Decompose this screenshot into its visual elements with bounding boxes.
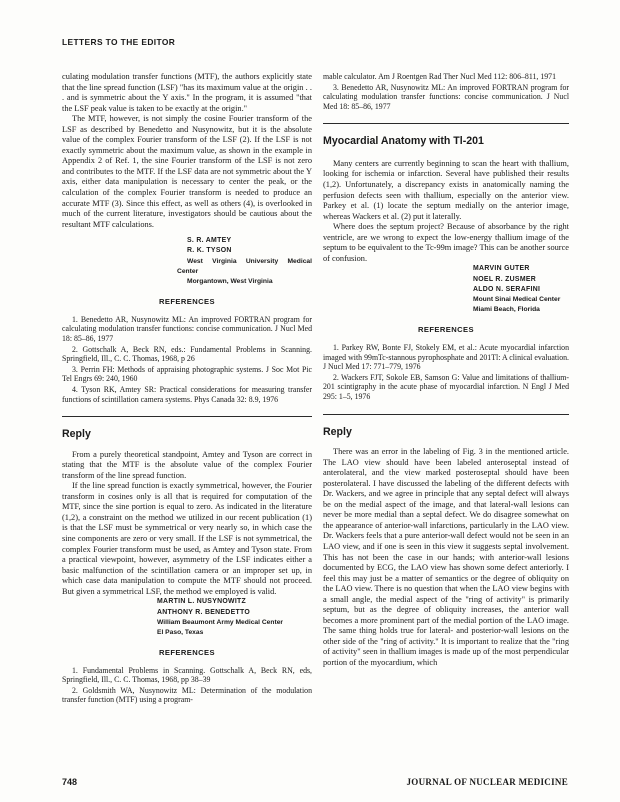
section-heading: Myocardial Anatomy with Tl-201: [323, 135, 484, 148]
section-rule: [323, 414, 569, 415]
reference-item: 1. Parkey RW, Bonte FJ, Stokely EM, et al.: Acute myocardial infarction imaged with 99mTc-stannous pyrophosphate and 201Tl: A clinical evaluation. J Nucl Med 17: 771–779, 1976: [323, 342, 569, 372]
letter-paragraph: Many centers are currently beginning to scan the heart with thallium, looking for ischemia or infarction. Several have published their results (1,2). Unfortunately, a discrepancy exists in anatomically naming the perfusion defects seen with thallium, especially on the anterior view. Parkey et al. (1) locate the septum medially on the anterior image, whereas Wackers et al. (2) put it laterally.: [323, 158, 569, 221]
reference-item: mable calculator. Am J Roentgen Rad Ther Nucl Med 112: 806–811, 1971: [323, 72, 557, 81]
author-name: R. K. TYSON: [187, 247, 232, 255]
reference-item: 1. Benedetto AR, Nusynowitz ML: An improved FORTRAN program for calculating modulation transfer functions: concise communication. J Nucl Med 18: 85–86, 1977: [62, 314, 312, 343]
section-rule: [62, 416, 312, 417]
letter-paragraph: The MTF, however, is not simply the cosine Fourier transform of the LSF as described by Benedetto and Nusynowitz, but it is the absolute value of the complex Fourier transform of the LSF (2). If the LSF is not exactly symmetric about the maximum value, as shown in the example in Appendix 2 of Ref. 1, the sine Fourier transform of the LSF is not zero and contributes to the MTF. If the LSF data are not symmetric about the Y axis, either data manipulation is necessary to center the peak, or the calculation of the complex Fourier transform is needed to produce an accurate MTF (3). Since this effect, as well as others (4), is overlooked in much of the current literature, investigators should be cautious about the resultant MTF calculations.: [62, 114, 312, 229]
author-location: Miami Beach, Florida: [473, 306, 540, 314]
reference-item: 3. Perrin FH: Methods of appraising photographic systems. J Soc Mot Pic Tel Engrs 69: 240, 1960: [62, 364, 312, 384]
reply-heading: Reply: [62, 428, 91, 441]
author-location: El Paso, Texas: [157, 628, 204, 636]
author-affiliation: West Virginia University Medical Center: [177, 257, 312, 275]
author-affiliation: William Beaumont Army Medical Center: [157, 618, 284, 626]
references-heading: REFERENCES: [418, 325, 474, 335]
right-column: [323, 72, 569, 669]
reference-list: [62, 666, 312, 705]
page-number: 748: [62, 777, 78, 787]
author-name: ANTHONY R. BENEDETTO: [157, 608, 251, 616]
author-name: S. R. AMTEY: [187, 237, 232, 245]
author-name: MARVIN GUTER: [473, 265, 530, 273]
reference-list-continued: [323, 72, 569, 111]
reply-heading: Reply: [323, 425, 352, 438]
author-affiliation: Mount Sinai Medical Center: [473, 296, 561, 303]
left-column: [62, 72, 312, 706]
letter-paragraph: Where does the septum project? Because of absorbance by the right ventricle, are we wrong to expect the low-energy thallium image of the septum to be equivalent to the Tc-99m image? This can be another source of confusion.: [323, 222, 569, 263]
reference-item: 2. Gottschalk A, Beck RN, eds.: Fundamental Problems in Scanning. Springfield, Ill., C. C. Thomas, 1968, p 26: [62, 344, 312, 364]
reference-list: [62, 315, 312, 404]
reply-paragraph: From a purely theoretical standpoint, Amtey and Tyson are correct in stating that the MTF is the absolute value of the complex Fourier transform of the line spread function.: [62, 449, 312, 480]
reference-item: 3. Benedetto AR, Nusynowitz ML: An improved FORTRAN program for calculating modulation transfer functions: concise communication. J Nucl Med 18: 85–86, 1977: [323, 82, 569, 111]
reference-item: 2. Wackers FJT, Sokole EB, Samson G: Value and limitations of thallium-201 scintigraphy in the acute phase of myocardial infarction. N Engl J Med 295: 1–5, 1976: [323, 372, 569, 401]
reply-paragraph: If the line spread function is exactly symmetrical, however, the Fourier transform in cosines only is all that is required for computation of the MTF, since the sine portion is equal to zero. As indicated in the literature (1,2), a constraint on the method we utilized in our recent publication (1) is that the LSF must be symmetrical or very nearly so, in which case the sine components are zero or very small. If the LSF is not symmetrical, the complex Fourier transform must be used, as Amtey and Tyson state. From a practical viewpoint, however, asymmetry of the LSF indicates either a basic malfunction of the scintillation camera or an improper set up, in which case data manipulation to compute the MTF should not proceed. But given a symmetrical LSF, the method we employed is valid.: [62, 481, 312, 596]
reply-paragraph: There was an error in the labeling of Fig. 3 in the mentioned article. The LAO view should have been labeled anteroseptal instead of anterolateral, and the view marked posteroseptal should have been posterolateral. I have discussed the labeling of the different defects with Dr. Wackers, and we agree in principle that any septal defect will always be on the medial aspect of the image, and that lateral-wall lesions can never be more medial than a septal defect. We do disagree somewhat on the appearance of anterior-wall infarctions, particularly in the LAO view. Dr. Wackers feels that a pure anterior-wall defect would not be seen in an LAO view, and if one is seen in this view it suggests septal involvement. This has not been the case in our hands; with anterior-wall lesions documented by ECG, the LAO view has shown some defect anteriorly. I feel this may just be a matter of semantics or the degree of obliquity on the LAO view. There is no question that when the LAO view begins with a small angle, the medial aspect of the "ring of activity" is primarily septum, but as the degree of obliquity increases, the anterior wall becomes a more prominent part of the medial portion of the LAO image. The same thing holds true for lateral- and posterior-wall lesions on the other side of the "ring of activity." It is important to realize that the "ring of activity" seen in thallium images is made up of the most perpendicular portion of the myocardium, which: [323, 447, 569, 667]
section-rule: [323, 123, 569, 124]
reference-item: 4. Tyson RK, Amtey SR: Practical considerations for measuring transfer functions of scintillation camera systems. Phys Canada 32: 8.9, 1976: [62, 384, 312, 404]
author-location: Morgantown, West Virginia: [187, 278, 273, 286]
reference-list: [323, 343, 569, 402]
author-name: NOEL R. ZUSMER: [473, 275, 537, 283]
references-heading: REFERENCES: [159, 297, 215, 307]
reference-item: 1. Fundamental Problems in Scanning. Gottschalk A, Beck RN, eds, Springfield, Ill., C. C. Thomas, 1968, pp 38–39: [62, 665, 312, 685]
author-name: ALDO N. SERAFINI: [473, 285, 541, 293]
reference-item: 2. Goldsmith WA, Nusynowitz ML: Determination of the modulation transfer function (MTF) using a program-: [62, 685, 312, 705]
references-heading: REFERENCES: [159, 648, 215, 658]
letter-paragraph: culating modulation transfer functions (MTF), the authors explicitly state that the line spread function (LSF) "has its maximum value at the origin . . . and is symmetric about the Y axis." In the program, it is assumed "that the LSF peak value is taken to be exactly at the origin.": [62, 72, 312, 113]
journal-name: JOURNAL OF NUCLEAR MEDICINE: [406, 777, 568, 787]
author-name: MARTIN L. NUSYNOWITZ: [157, 598, 247, 606]
running-head: LETTERS TO THE EDITOR: [62, 37, 176, 47]
